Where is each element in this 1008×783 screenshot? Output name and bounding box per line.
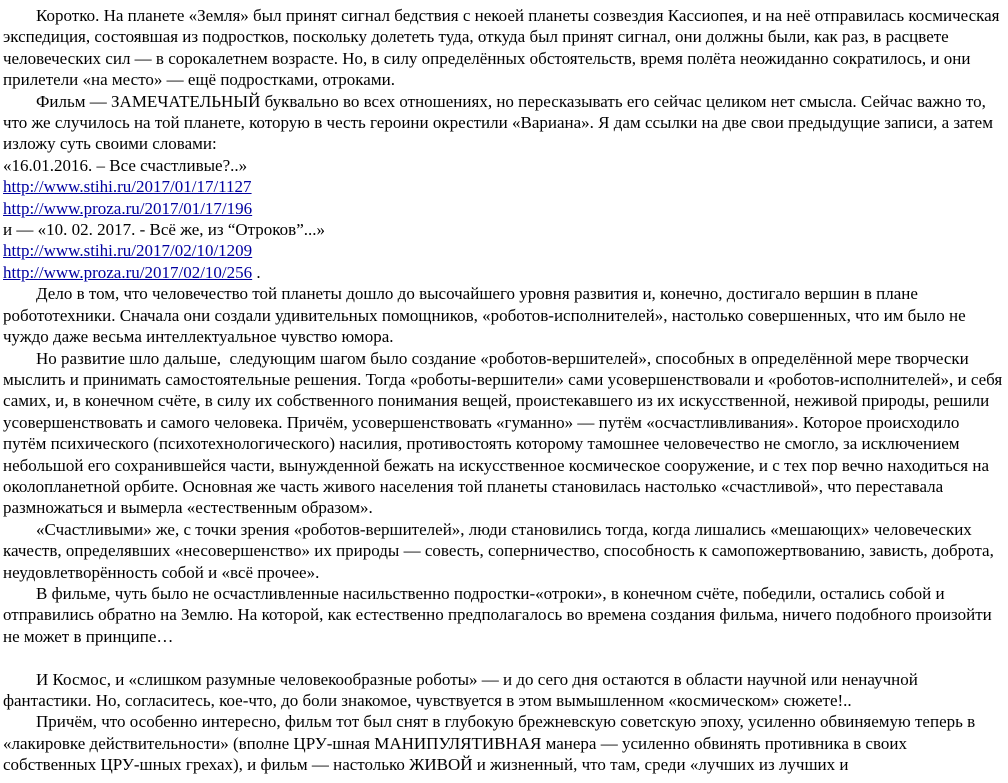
paragraph: и — «10. 02. 2017. - Всё же, из “Отроков”...» — [3, 220, 325, 240]
link-paragraph — [3, 198, 1003, 219]
hyperlink[interactable]: http://www.stihi.ru/2017/02/10/1209 — [3, 241, 253, 261]
paragraph: И Космос, и «слишком разумные человекообразные роботы» — и до сего дня остаются в области научной или ненаучной фантастики. Но, согласитесь, кое-что, до боли знакомое, чувствуется в этом вымышленном «космическом» сюжете!.. — [3, 669, 923, 710]
paragraph: «Счастливыми» же, с точки зрения «роботов-вершителей», люди становились тогда, когда лишались «мешающих» человеческих качеств, определявших «несовершенство» их природы — совесть, соперничество, способность к самопожертвованию, зависть, доброта, неудовлетворённость собой и «всё прочее». — [3, 519, 999, 582]
paragraph: Коротко. На планете «Земля» был принят сигнал бедствия с некоей планеты созвездия Кассиопея, и на неё отправилась космическая экспедиция, состоявшая из подростков, поскольку долететь туда, откуда был принят сигнал, они должны были, как раз, в расцвете человеческих сил — в сорокалетнем возрасте. Но, в силу определённых обстоятельств, время полёта неожиданно сократилось, и они прилетели «на место» — ещё подростками, отроками. — [3, 6, 1004, 90]
hyperlink[interactable]: http://www.stihi.ru/2017/01/17/1127 — [3, 177, 252, 197]
link-paragraph — [3, 262, 1003, 283]
link-paragraph — [3, 176, 1003, 197]
link-paragraph — [3, 240, 1003, 261]
paragraph: Фильм — ЗАМЕЧАТЕЛЬНЫЙ буквально во всех отношениях, но пересказывать его сейчас целиком нет смысла. Сейчас важно то, что же случилось на той планете, которую в честь героини окрестили «Вариана». Я дам ссылки на две свои предыдущие записи, а затем изложу суть своими словами: — [3, 91, 998, 154]
paragraph: В фильме, чуть было не осчастливленные насильственно подростки-«отроки», в конечном счёте, победили, остались собой и отправились обратно на Землю. На которой, как естественно предполагалось во времена создания фильма, ничего подобного произойти не может в принципе… — [3, 583, 996, 646]
article-text — [3, 5, 1007, 776]
paragraph: Причём, что особенно интересно, фильм тот был снят в глубокую брежневскую советскую эпоху, усиленно обвиняемую теперь в «лакировке действительности» (вполне ЦРУ-шная МАНИПУЛЯТИВНАЯ манера — усиленно обвинять противника в своих собственных ЦРУ-шных грехах), и фильм — настолько ЖИВОЙ и жизненный, что там, среди «лучших из лучших и — [3, 712, 980, 775]
paragraph: «16.01.2016. – Все счастливые?..» — [3, 155, 248, 175]
blank-line — [3, 647, 1003, 668]
paragraph: Дело в том, что человечество той планеты дошло до высочайшего уровня развития и, конечно, достигало вершин в плане робототехники. Сначала они создали удивительных помощников, «роботов-исполнителей», настолько совершенных, что им было не чуждо даже весьма интеллектуальное чувство юмора. — [3, 284, 970, 347]
paragraph: Но развитие шло дальше, следующим шагом было создание «роботов-вершителей», способных в определённой мере творчески мыслить и принимать самостоятельные решения. Тогда «роботы-вершители» сами усовершенствовали и «роботов-исполнителей», и себя самих, и, в конечном счёте, в силу их собственного понимания вещей, проистекавшего из их искусственной, неживой природы, решили усовершенствовать и самого человека. Причём, усовершенствовать «гуманно» — путём «осчастливливания». Которое происходило путём психического (психотехнологического) насилия, противостоять которому тамошнее человечество не смогло, за исключением небольшой его сохранившейся части, вынужденной бежать на искусственное космическое сооружение, и с тех пор вечно находиться на околопланетной орбите. Основная же часть живого населения той планеты становилась настолько «счастливой», что переставала размножаться и вымерла «естественным образом». — [3, 348, 1007, 518]
hyperlink[interactable]: http://www.proza.ru/2017/01/17/196 — [3, 198, 253, 218]
link-suffix: . — [252, 262, 261, 282]
hyperlink[interactable]: http://www.proza.ru/2017/02/10/256 — [3, 262, 253, 282]
